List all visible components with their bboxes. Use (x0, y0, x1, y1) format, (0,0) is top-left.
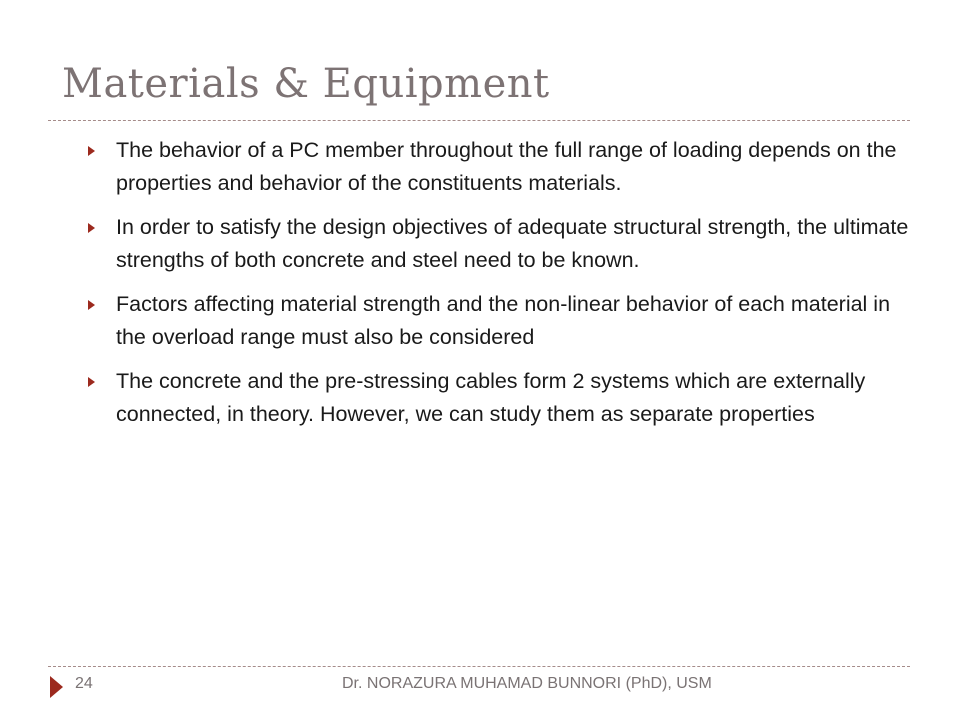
footer-author: Dr. NORAZURA MUHAMAD BUNNORI (PhD), USM (342, 675, 712, 692)
footer-triangle-icon (50, 676, 63, 698)
bullet-item (84, 288, 924, 354)
bullet-text: The behavior of a PC member throughout the full range of loading depends on the properties and behavior of the constituents materials. (116, 138, 897, 195)
bullet-item (84, 211, 924, 277)
triangle-right-icon (88, 223, 95, 233)
bullet-item (84, 365, 924, 431)
bullet-list (84, 134, 924, 442)
bullet-text: Factors affecting material strength and the non-linear behavior of each material in the overload range must also be considered (116, 292, 891, 349)
bullet-item (84, 134, 924, 200)
bullet-text: The concrete and the pre-stressing cables form 2 systems which are externally connected, in theory. However, we can study them as separate properties (116, 369, 866, 426)
triangle-right-icon (88, 300, 95, 310)
title-divider (48, 120, 910, 121)
triangle-right-icon (88, 146, 95, 156)
slide-title: Materials & Equipment (62, 61, 550, 107)
footer-divider (48, 666, 910, 667)
triangle-right-icon (88, 377, 95, 387)
bullet-text: In order to satisfy the design objectives of adequate structural strength, the ultimate strengths of both concrete and steel need to be known. (116, 215, 909, 272)
page-number: 24 (75, 675, 93, 692)
